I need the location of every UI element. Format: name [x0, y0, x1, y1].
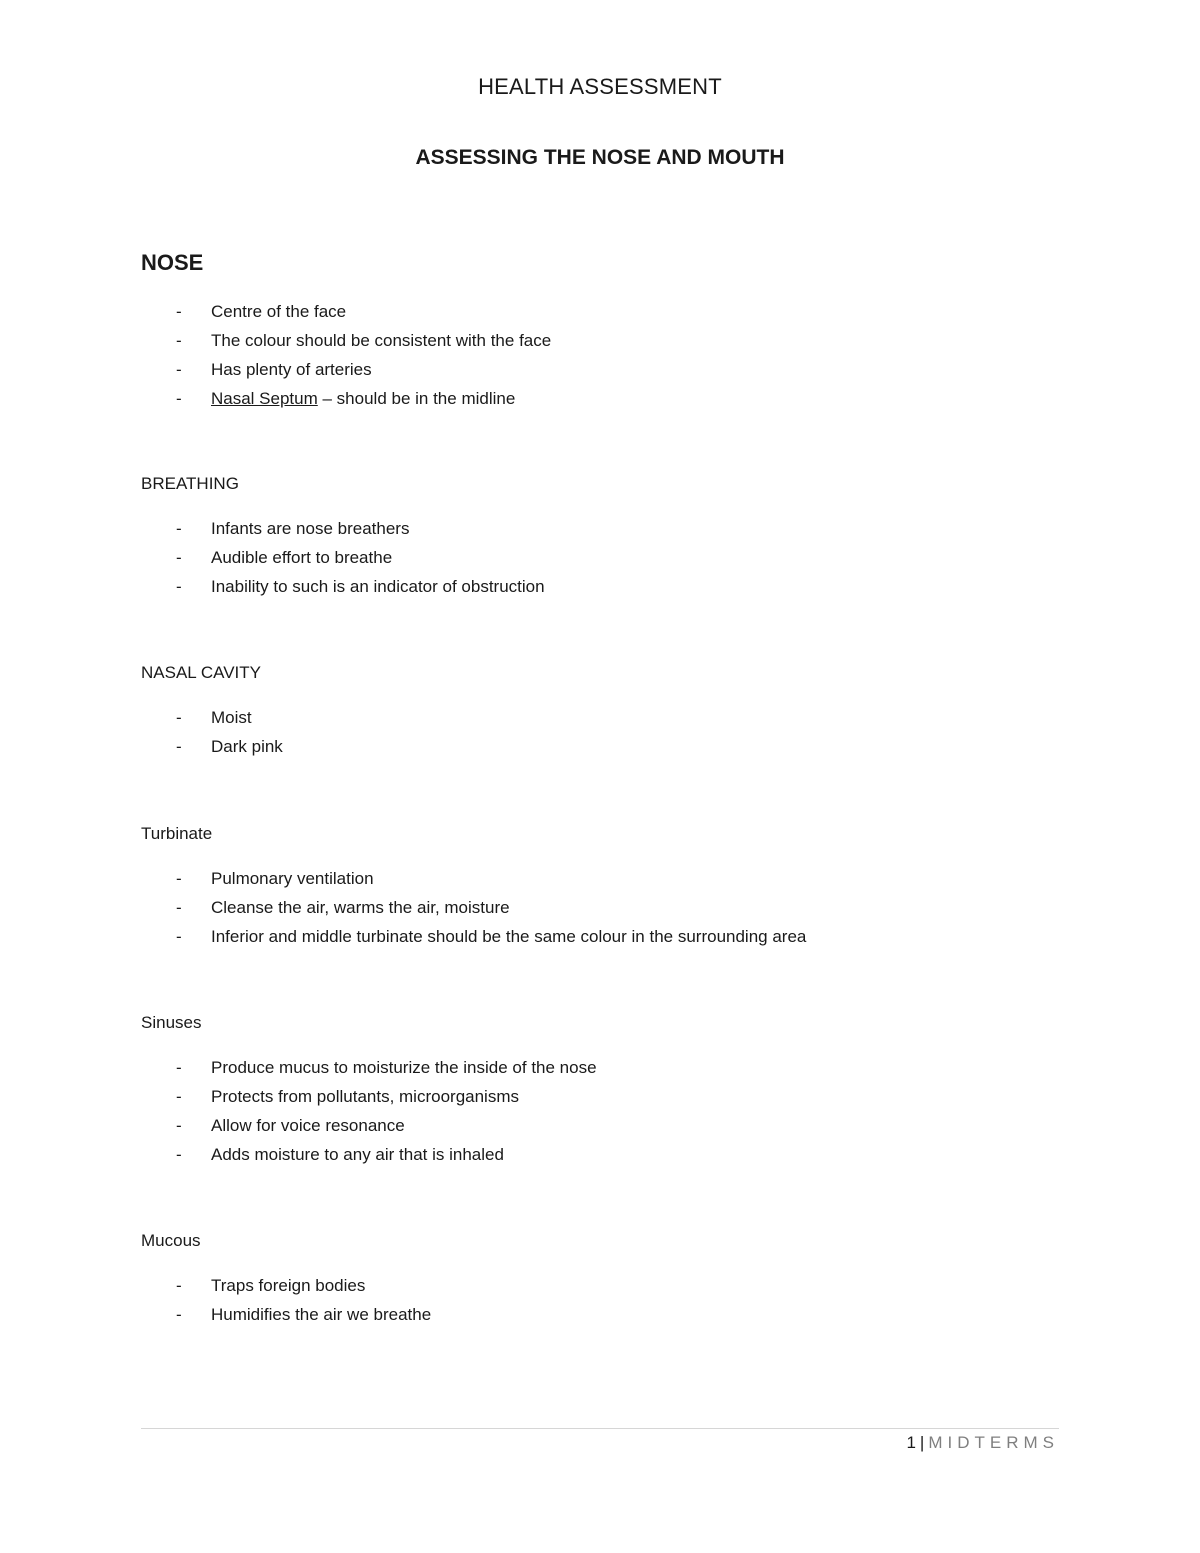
list-item	[141, 1140, 597, 1169]
list-item-text: The colour should be consistent with the face	[211, 331, 552, 350]
bullet-dash: -	[176, 898, 182, 917]
turbinate-list	[141, 864, 806, 951]
sinuses-list	[141, 1053, 597, 1169]
list-item-text: Has plenty of arteries	[211, 360, 372, 379]
page-footer	[906, 1433, 1059, 1453]
nose-list	[141, 297, 551, 413]
section-heading-nose: NOSE	[141, 250, 204, 275]
list-item	[141, 355, 551, 384]
list-item-text: Allow for voice resonance	[211, 1116, 405, 1135]
list-item	[141, 384, 551, 413]
list-item-text: – should be in the midline	[317, 389, 516, 408]
bullet-dash: -	[176, 389, 182, 408]
list-item	[141, 543, 545, 572]
list-item	[141, 514, 545, 543]
bullet-dash: -	[176, 1087, 182, 1106]
page-number: 1	[906, 1433, 916, 1452]
bullet-dash: -	[176, 737, 182, 756]
list-item	[141, 1082, 597, 1111]
section-heading-breathing: BREATHING	[141, 474, 239, 493]
list-item	[141, 1053, 597, 1082]
bullet-dash: -	[176, 548, 182, 567]
list-item-text: Audible effort to breathe	[211, 548, 393, 567]
list-item	[141, 326, 551, 355]
bullet-dash: -	[176, 927, 182, 946]
section-heading-sinuses: Sinuses	[141, 1013, 202, 1032]
mucous-list	[141, 1271, 431, 1329]
list-item-text: Inability to such is an indicator of obstruction	[211, 577, 545, 596]
list-item-text: Produce mucus to moisturize the inside of the nose	[211, 1058, 597, 1077]
bullet-dash: -	[176, 1058, 182, 1077]
list-item	[141, 572, 545, 601]
breathing-list	[141, 514, 545, 601]
list-item-text: Dark pink	[211, 737, 283, 756]
footer-label: MIDTERMS	[928, 1433, 1059, 1452]
document-title: HEALTH ASSESSMENT	[478, 74, 722, 99]
bullet-dash: -	[176, 360, 182, 379]
list-item	[141, 893, 806, 922]
bullet-dash: -	[176, 869, 182, 888]
list-item-text: Infants are nose breathers	[211, 519, 410, 538]
list-item	[141, 732, 283, 761]
bullet-dash: -	[176, 1145, 182, 1164]
list-item	[141, 922, 806, 951]
bullet-dash: -	[176, 1276, 182, 1295]
list-item	[141, 703, 283, 732]
section-heading-nasal-cavity: NASAL CAVITY	[141, 663, 261, 682]
bullet-dash: -	[176, 519, 182, 538]
list-item-text: Cleanse the air, warms the air, moisture	[211, 898, 510, 917]
bullet-dash: -	[176, 1305, 182, 1324]
bullet-dash: -	[176, 577, 182, 596]
list-item	[141, 297, 551, 326]
list-item-text: Protects from pollutants, microorganisms	[211, 1087, 519, 1106]
nasal-cavity-list	[141, 703, 283, 761]
section-heading-turbinate: Turbinate	[141, 824, 213, 843]
list-item-text: Humidifies the air we breathe	[211, 1305, 432, 1324]
footer-separator: |	[919, 1433, 925, 1452]
list-item	[141, 1300, 431, 1329]
list-item	[141, 1111, 597, 1140]
section-heading-mucous: Mucous	[141, 1231, 201, 1250]
footer-divider	[141, 1428, 1059, 1429]
bullet-dash: -	[176, 1116, 182, 1135]
nasal-septum-term: Nasal Septum	[211, 389, 318, 408]
list-item-text: Moist	[211, 708, 252, 727]
list-item-text: Adds moisture to any air that is inhaled	[211, 1145, 504, 1164]
list-item-text: Pulmonary ventilation	[211, 869, 374, 888]
list-item-text: Traps foreign bodies	[211, 1276, 366, 1295]
bullet-dash: -	[176, 331, 182, 350]
list-item-text: Centre of the face	[211, 302, 347, 321]
list-item	[141, 864, 806, 893]
bullet-dash: -	[176, 302, 182, 321]
bullet-dash: -	[176, 708, 182, 727]
list-item	[141, 1271, 431, 1300]
document-subtitle: ASSESSING THE NOSE AND MOUTH	[415, 146, 785, 169]
list-item-text: Inferior and middle turbinate should be the same colour in the surrounding area	[211, 927, 807, 946]
